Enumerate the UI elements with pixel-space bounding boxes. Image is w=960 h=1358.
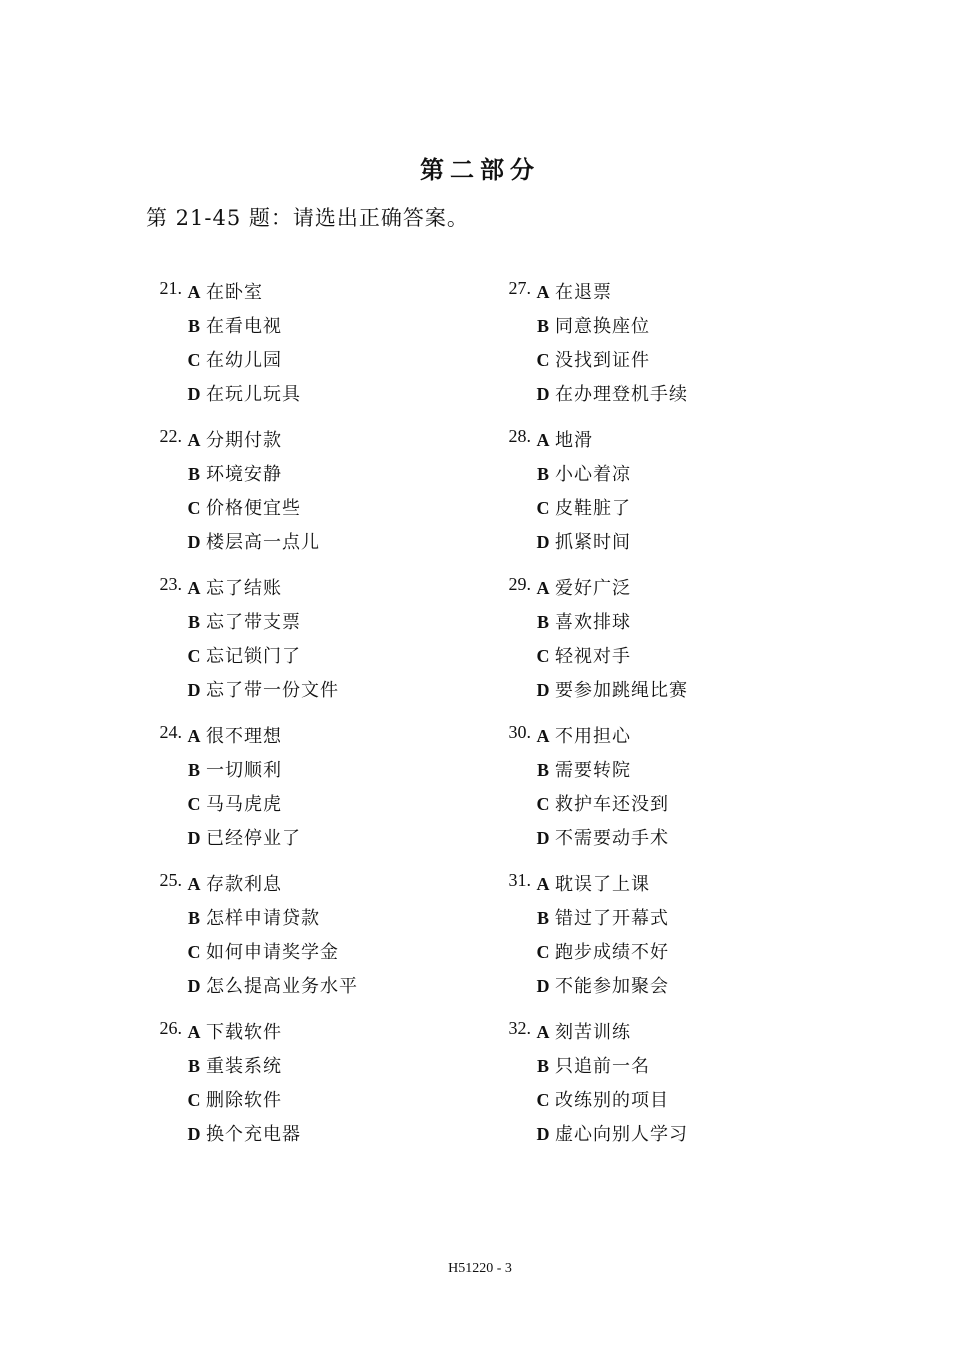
option-letter: C [187, 498, 201, 518]
page-title: 第二部分 [420, 155, 540, 184]
question-number: 24. [159, 722, 182, 742]
option-text: 如何申请奖学金 [206, 942, 339, 963]
option-text: 重装系统 [206, 1056, 282, 1077]
option-letter: B [187, 908, 200, 928]
option-letter: A [536, 726, 550, 746]
option-a [531, 574, 631, 608]
option-text: 不需要动手术 [555, 828, 669, 849]
instruction: 第 21-45 题：请选出正确答案。 [146, 206, 469, 230]
option-letter: B [536, 1056, 549, 1076]
option-letter: D [536, 1124, 550, 1144]
option-d [182, 528, 320, 562]
option-text: 环境安静 [206, 464, 282, 485]
option-text: 没找到证件 [555, 350, 650, 371]
option-text: 改练别的项目 [555, 1090, 669, 1111]
option-letter: C [536, 794, 550, 814]
option-letter: A [187, 874, 201, 894]
option-c [182, 642, 301, 676]
option-c [531, 642, 631, 676]
option-b [531, 460, 631, 494]
question-number: 22. [159, 426, 182, 446]
option-text: 分期付款 [206, 430, 282, 451]
option-text: 在看电视 [206, 316, 282, 337]
option-b [531, 608, 631, 642]
option-text: 刻苦训练 [555, 1022, 631, 1043]
option-letter: A [536, 430, 550, 450]
option-a [531, 1018, 631, 1052]
option-c [182, 346, 282, 380]
option-text: 同意换座位 [555, 316, 650, 337]
option-text: 下载软件 [206, 1022, 282, 1043]
option-c [182, 1086, 282, 1120]
option-a [182, 1018, 282, 1052]
option-text: 要参加跳绳比赛 [555, 680, 688, 701]
option-text: 一切顺利 [206, 760, 282, 781]
option-text: 喜欢排球 [555, 612, 631, 633]
option-d [182, 1120, 301, 1154]
option-a [531, 870, 650, 904]
question-number: 23. [159, 574, 182, 594]
option-letter: C [187, 350, 201, 370]
option-d [182, 380, 301, 414]
option-letter: B [536, 760, 549, 780]
option-letter: B [187, 760, 200, 780]
option-text: 抓紧时间 [555, 532, 631, 553]
option-letter: A [536, 578, 550, 598]
option-letter: A [536, 1022, 550, 1042]
option-text: 价格便宜些 [206, 498, 301, 519]
option-text: 跑步成绩不好 [555, 942, 669, 963]
option-a [182, 722, 282, 756]
question-number: 29. [508, 574, 531, 594]
option-b [531, 1052, 650, 1086]
option-text: 忘了带一份文件 [206, 680, 339, 701]
option-letter: B [536, 612, 549, 632]
option-letter: C [536, 646, 550, 666]
option-c [531, 938, 669, 972]
option-c [182, 790, 282, 824]
option-text: 只追前一名 [555, 1056, 650, 1077]
option-text: 已经停业了 [206, 828, 301, 849]
option-letter: B [187, 1056, 200, 1076]
option-b [531, 312, 650, 346]
option-b [182, 1052, 282, 1086]
option-letter: D [187, 1124, 201, 1144]
option-d [182, 676, 339, 710]
option-b [531, 756, 631, 790]
option-text: 怎样申请贷款 [206, 908, 320, 929]
option-d [531, 824, 669, 858]
option-text: 换个充电器 [206, 1124, 301, 1145]
option-text: 忘了结账 [206, 578, 282, 599]
option-letter: A [536, 282, 550, 302]
option-c [531, 494, 631, 528]
option-text: 错过了开幕式 [555, 908, 669, 929]
option-text: 删除软件 [206, 1090, 282, 1111]
option-letter: D [187, 828, 201, 848]
option-text: 不用担心 [555, 726, 631, 747]
option-text: 爱好广泛 [555, 578, 631, 599]
option-text: 救护车还没到 [555, 794, 669, 815]
option-text: 在退票 [555, 282, 612, 303]
option-c [182, 494, 301, 528]
option-letter: D [187, 680, 201, 700]
question-number: 30. [508, 722, 531, 742]
option-d [182, 824, 301, 858]
option-d [531, 528, 631, 562]
option-d [531, 676, 688, 710]
option-text: 轻视对手 [555, 646, 631, 667]
option-letter: A [536, 874, 550, 894]
question-number: 32. [508, 1018, 531, 1038]
option-letter: A [187, 726, 201, 746]
option-b [182, 904, 320, 938]
option-letter: A [187, 1022, 201, 1042]
option-letter: B [187, 612, 200, 632]
option-letter: D [187, 384, 201, 404]
option-b [182, 608, 301, 642]
option-letter: C [187, 794, 201, 814]
question-number: 28. [508, 426, 531, 446]
option-letter: D [536, 828, 550, 848]
question-number: 27. [508, 278, 531, 298]
option-letter: C [187, 942, 201, 962]
page-footer: H51220 - 3 [448, 1261, 512, 1276]
option-text: 怎么提高业务水平 [206, 976, 358, 997]
option-letter: A [187, 578, 201, 598]
option-text: 小心着凉 [555, 464, 631, 485]
option-letter: C [536, 942, 550, 962]
option-text: 在卧室 [206, 282, 263, 303]
option-letter: B [536, 464, 549, 484]
option-b [182, 460, 282, 494]
option-a [531, 426, 593, 460]
option-c [531, 346, 650, 380]
option-text: 楼层高一点儿 [206, 532, 320, 553]
option-letter: B [187, 316, 200, 336]
option-letter: B [187, 464, 200, 484]
option-letter: C [536, 498, 550, 518]
option-d [531, 1120, 688, 1154]
option-a [182, 870, 282, 904]
option-text: 存款利息 [206, 874, 282, 895]
option-letter: C [187, 1090, 201, 1110]
option-letter: C [187, 646, 201, 666]
option-text: 虚心向别人学习 [555, 1124, 688, 1145]
option-letter: C [536, 1090, 550, 1110]
question-number: 31. [508, 870, 531, 890]
option-letter: B [536, 908, 549, 928]
option-a [182, 278, 263, 312]
option-a [531, 278, 612, 312]
option-letter: D [187, 532, 201, 552]
option-letter: D [187, 976, 201, 996]
option-letter: B [536, 316, 549, 336]
option-letter: D [536, 384, 550, 404]
option-letter: D [536, 680, 550, 700]
option-letter: D [536, 532, 550, 552]
option-text: 需要转院 [555, 760, 631, 781]
option-b [531, 904, 669, 938]
option-a [182, 574, 282, 608]
option-text: 马马虎虎 [206, 794, 282, 815]
option-letter: A [187, 282, 201, 302]
option-c [531, 790, 669, 824]
option-d [531, 380, 688, 414]
option-a [531, 722, 631, 756]
option-text: 耽误了上课 [555, 874, 650, 895]
option-letter: A [187, 430, 201, 450]
question-number: 21. [159, 278, 182, 298]
question-number: 26. [159, 1018, 182, 1038]
question-number: 25. [159, 870, 182, 890]
option-b [182, 756, 282, 790]
option-d [531, 972, 669, 1006]
option-text: 不能参加聚会 [555, 976, 669, 997]
option-text: 皮鞋脏了 [555, 498, 631, 519]
option-a [182, 426, 282, 460]
option-text: 在幼儿园 [206, 350, 282, 371]
option-c [182, 938, 339, 972]
option-text: 地滑 [555, 430, 593, 451]
option-text: 忘记锁门了 [206, 646, 301, 667]
option-c [531, 1086, 669, 1120]
option-text: 忘了带支票 [206, 612, 301, 633]
option-text: 在办理登机手续 [555, 384, 688, 405]
option-text: 很不理想 [206, 726, 282, 747]
option-d [182, 972, 358, 1006]
option-b [182, 312, 282, 346]
option-letter: C [536, 350, 550, 370]
option-text: 在玩儿玩具 [206, 384, 301, 405]
option-letter: D [536, 976, 550, 996]
